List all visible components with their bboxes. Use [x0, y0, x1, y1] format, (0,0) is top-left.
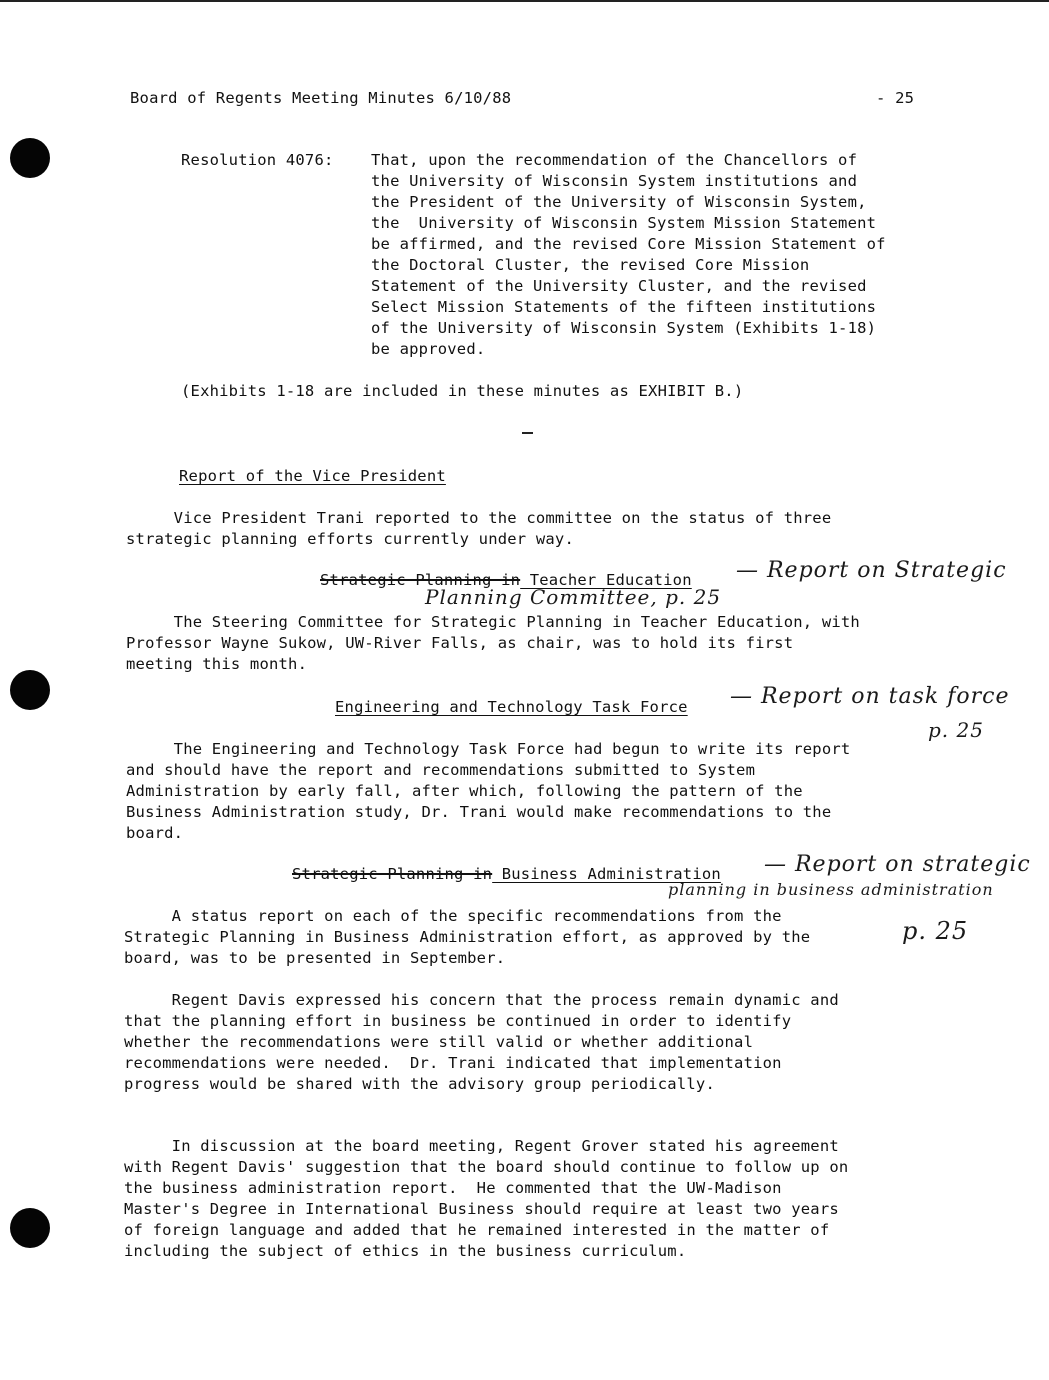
bus-admin-heading-rest: Business Administration: [492, 865, 721, 883]
resolution-line: the University of Wisconsin System Mission Statement: [371, 214, 877, 232]
bus-admin-handwritten-note: — Report on strategic: [764, 852, 1031, 877]
resolution-line: Select Mission Statements of the fifteen institutions: [371, 298, 877, 316]
vp-report-heading: Report of the Vice President: [179, 467, 446, 485]
grover-para-line: the business administration report. He commented that the UW-Madison: [124, 1179, 782, 1197]
davis-para-line: Regent Davis expressed his concern that the process remain dynamic and: [124, 991, 839, 1009]
bus-admin-body-line: Strategic Planning in Business Administration effort, as approved by the: [124, 928, 811, 946]
eng-tech-body-line: The Engineering and Technology Task Force had begun to write its report: [126, 740, 851, 758]
bus-admin-heading-struck: Strategic Planning in: [292, 865, 493, 883]
page-number: - 25: [876, 89, 915, 107]
binder-hole-3: [10, 1208, 50, 1248]
resolution-line: be approved.: [371, 340, 486, 358]
resolution-label: Resolution 4076:: [181, 151, 334, 169]
bus-admin-body-line: A status report on each of the specific recommendations from the: [124, 907, 782, 925]
grover-para-line: with Regent Davis' suggestion that the board should continue to follow up on: [124, 1158, 849, 1176]
resolution-line: of the University of Wisconsin System (Exhibits 1-18): [371, 319, 877, 337]
teacher-ed-body-line: meeting this month.: [126, 655, 308, 673]
davis-para-line: progress would be shared with the advisory group periodically.: [124, 1075, 715, 1093]
teacher-ed-handwritten-note: — Report on Strategic: [736, 558, 1007, 583]
bus-admin-heading: [292, 864, 721, 885]
bus-admin-body-line: board, was to be presented in September.: [124, 949, 506, 967]
teacher-ed-body-line: The Steering Committee for Strategic Planning in Teacher Education, with: [126, 613, 860, 631]
resolution-line: the University of Wisconsin System institutions and: [371, 172, 858, 190]
teacher-ed-body-line: Professor Wayne Sukow, UW-River Falls, as chair, was to hold its first: [126, 634, 794, 652]
eng-tech-body-line: and should have the report and recommendations submitted to System: [126, 761, 756, 779]
vp-report-intro-line: strategic planning efforts currently under way.: [126, 530, 574, 548]
davis-para-line: that the planning effort in business be continued in order to identify: [124, 1012, 792, 1030]
section-separator: [522, 432, 533, 434]
resolution-line: the President of the University of Wisconsin System,: [371, 193, 867, 211]
eng-tech-heading: Engineering and Technology Task Force: [335, 698, 688, 716]
grover-para-line: of foreign language and added that he remained interested in the matter of: [124, 1221, 830, 1239]
header-title: Board of Regents Meeting Minutes 6/10/88: [130, 89, 512, 107]
binder-hole-2: [10, 670, 50, 710]
page-top-edge: [0, 0, 1049, 2]
teacher-ed-heading-rest: Teacher Education: [520, 571, 692, 589]
grover-para-line: In discussion at the board meeting, Regent Grover stated his agreement: [124, 1137, 839, 1155]
binder-hole-1: [10, 138, 50, 178]
davis-para-line: recommendations were needed. Dr. Trani indicated that implementation: [124, 1054, 782, 1072]
grover-para-line: including the subject of ethics in the business curriculum.: [124, 1242, 687, 1260]
davis-para-line: whether the recommendations were still valid or whether additional: [124, 1033, 754, 1051]
resolution-line: be affirmed, and the revised Core Mission Statement of: [371, 235, 886, 253]
eng-tech-body-line: Business Administration study, Dr. Trani would make recommendations to the: [126, 803, 832, 821]
eng-tech-handwritten-page: p. 25: [928, 718, 984, 742]
eng-tech-handwritten-note: — Report on task force: [730, 684, 1010, 709]
eng-tech-body-line: board.: [126, 824, 184, 842]
grover-para-line: Master's Degree in International Business should require at least two years: [124, 1200, 839, 1218]
vp-report-intro-line: Vice President Trani reported to the committee on the status of three: [126, 509, 832, 527]
teacher-ed-handwritten-note-2: Planning Committee, p. 25: [425, 585, 722, 609]
resolution-line: the Doctoral Cluster, the revised Core Mission: [371, 256, 810, 274]
resolution-line: Statement of the University Cluster, and the revised: [371, 277, 867, 295]
teacher-ed-heading-struck: Strategic Planning in: [320, 571, 521, 589]
bus-admin-handwritten-page: p. 25: [902, 917, 969, 945]
eng-tech-body-line: Administration by early fall, after which, following the pattern of the: [126, 782, 803, 800]
resolution-line: That, upon the recommendation of the Chancellors of: [371, 151, 858, 169]
exhibits-note: (Exhibits 1-18 are included in these minutes as EXHIBIT B.): [181, 382, 744, 400]
bus-admin-handwritten-note-2: planning in business administration: [668, 880, 994, 899]
